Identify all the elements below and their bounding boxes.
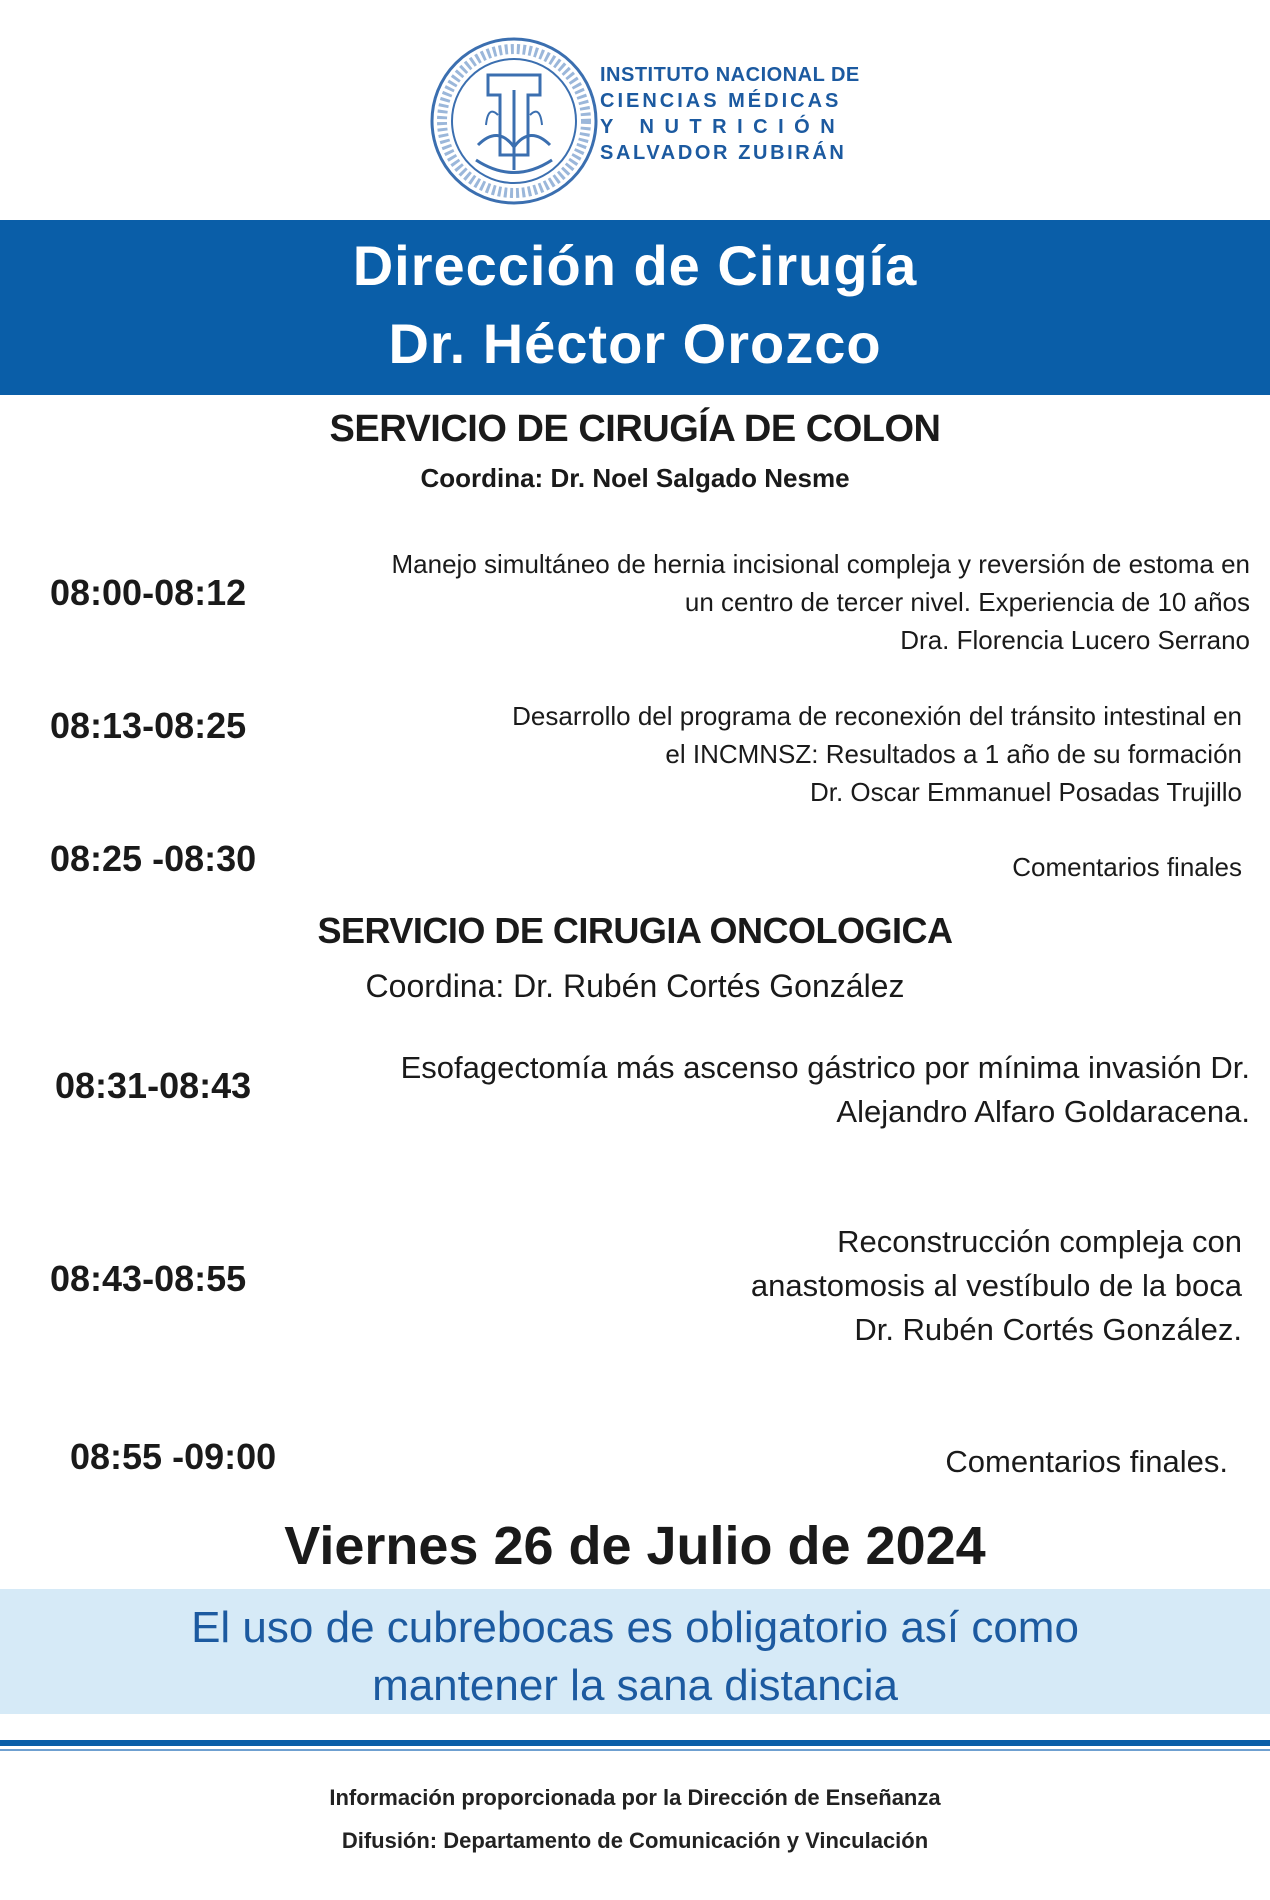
schedule-description <box>945 1440 1228 1484</box>
schedule-description <box>392 545 1250 659</box>
health-notice <box>0 1589 1270 1714</box>
description-line: el INCMNSZ: Resultados a 1 año de su formación <box>665 739 1242 769</box>
schedule-time: 08:25 -08:30 <box>50 838 257 879</box>
description-line: Comentarios finales. <box>945 1444 1228 1479</box>
institute-name-line-3: Y NUTRICIÓN <box>600 116 846 138</box>
schedule-time: 08:43-08:55 <box>50 1258 247 1299</box>
description-line: un centro de tercer nivel. Experiencia de 10 años <box>684 587 1250 617</box>
description-speaker: Alejandro Alfaro Goldaracena. <box>836 1094 1250 1129</box>
divider <box>0 1749 1270 1751</box>
description-speaker: Dra. Florencia Lucero Serrano <box>900 625 1250 655</box>
section-coordinator-colon: Coordina: Dr. Noel Salgado Nesme <box>420 463 850 493</box>
schedule-description <box>512 697 1242 811</box>
description-speaker: Dr. Rubén Cortés González. <box>854 1312 1242 1347</box>
description-line: Comentarios finales <box>1012 852 1242 882</box>
notice-line-1: El uso de cubrebocas es obligatorio así como <box>191 1603 1079 1652</box>
institute-name-line-1: INSTITUTO NACIONAL DE <box>600 64 860 86</box>
schedule-time: 08:31-08:43 <box>55 1065 252 1106</box>
description-line: Reconstrucción compleja con <box>837 1224 1242 1259</box>
description-line: Manejo simultáneo de hernia incisional compleja y reversión de estoma en <box>391 549 1250 579</box>
event-date: Viernes 26 de Julio de 2024 <box>284 1516 986 1576</box>
institute-seal-logo <box>428 35 600 207</box>
schedule-time: 08:00-08:12 <box>50 572 247 613</box>
schedule-time: 08:55 -09:00 <box>70 1436 277 1477</box>
footer-diffusion: Difusión: Departamento de Comunicación y Vinculación <box>341 1828 929 1853</box>
section-title-oncology: SERVICIO DE CIRUGIA ONCOLOGICA <box>317 910 953 951</box>
section-coordinator-oncology: Coordina: Dr. Rubén Cortés González <box>365 968 905 1004</box>
institute-name <box>600 62 860 166</box>
schedule-description <box>401 1046 1250 1134</box>
banner-subtitle: Dr. Héctor Orozco <box>388 312 882 375</box>
department-banner <box>0 220 1270 395</box>
description-speaker: Dr. Oscar Emmanuel Posadas Trujillo <box>809 777 1242 807</box>
schedule-time: 08:13-08:25 <box>50 705 247 746</box>
schedule-description <box>751 1220 1242 1352</box>
notice-line-2: mantener la sana distancia <box>372 1661 898 1710</box>
description-line: Desarrollo del programa de reconexión del tránsito intestinal en <box>512 701 1242 731</box>
divider <box>0 1740 1270 1746</box>
institute-name-line-2: CIENCIAS MÉDICAS <box>600 90 842 112</box>
schedule-description <box>1012 848 1242 886</box>
footer-info: Información proporcionada por la Dirección de Enseñanza <box>329 1785 941 1810</box>
description-line: Esofagectomía más ascenso gástrico por mínima invasión Dr. <box>400 1050 1250 1085</box>
section-title-colon: SERVICIO DE CIRUGÍA DE COLON <box>329 408 941 450</box>
description-line: anastomosis al vestíbulo de la boca <box>750 1268 1242 1303</box>
institute-name-line-4: SALVADOR ZUBIRÁN <box>600 142 847 164</box>
banner-title: Dirección de Cirugía <box>352 234 918 297</box>
